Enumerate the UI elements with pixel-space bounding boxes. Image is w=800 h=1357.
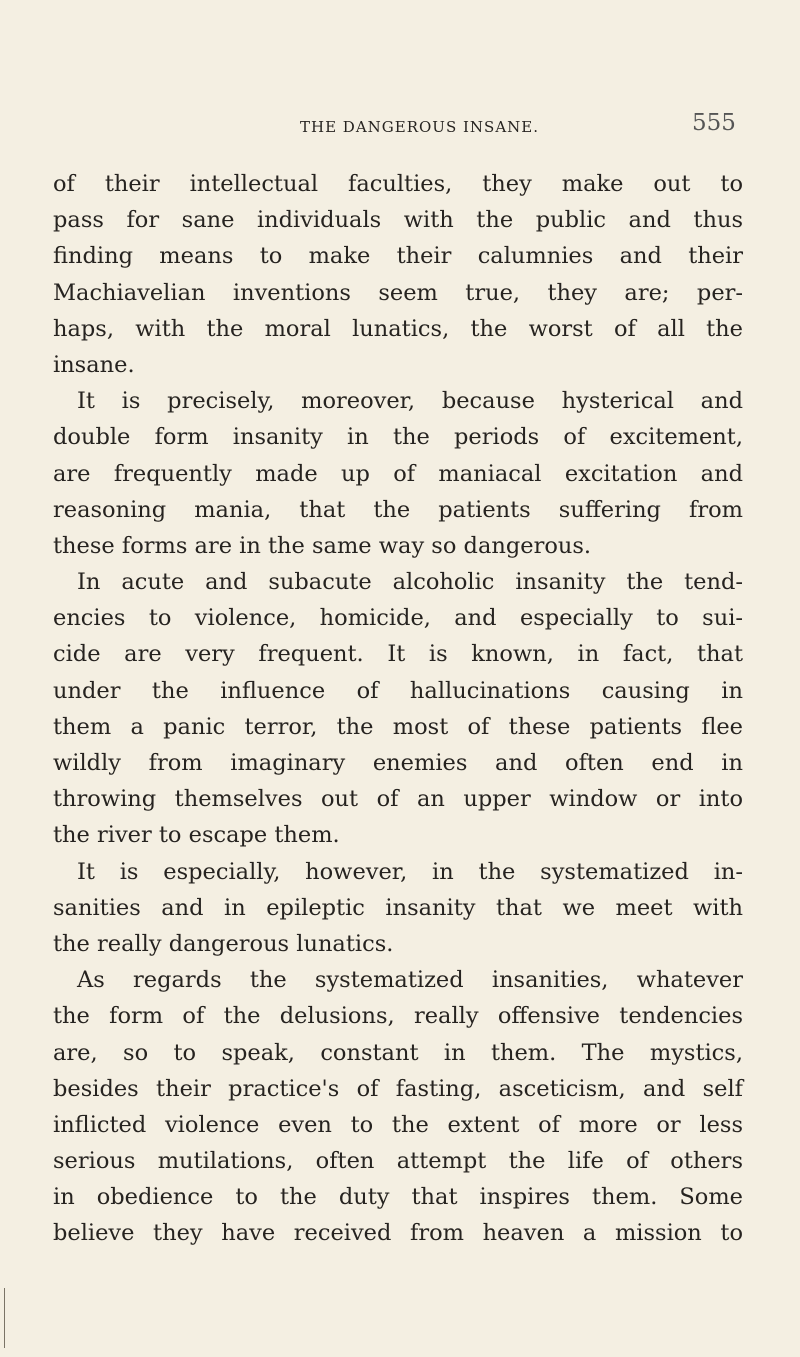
text-line: pass for sane individuals with the public and thus bbox=[53, 207, 743, 234]
running-title: THE DANGEROUS INSANE. bbox=[300, 118, 539, 136]
text-line: the river to escape them. bbox=[53, 822, 340, 849]
text-line: Machiavelian inventions seem true, they are; per- bbox=[53, 279, 743, 306]
text-line: reasoning mania, that the patients suffering from bbox=[53, 496, 743, 523]
body-text bbox=[53, 166, 743, 1252]
text-line: double form insanity in the periods of excitement, bbox=[53, 424, 743, 451]
text-line: the form of the delusions, really offensive tendencies bbox=[53, 1003, 743, 1030]
text-line: under the influence of hallucinations causing in bbox=[53, 677, 743, 704]
text-line: cide are very frequent. It is known, in fact, that bbox=[53, 641, 743, 668]
text-line: insane. bbox=[53, 351, 135, 378]
text-line: these forms are in the same way so dangerous. bbox=[53, 532, 592, 559]
text-line: It is precisely, moreover, because hysterical and bbox=[77, 388, 743, 415]
text-line: are frequently made up of maniacal excitation and bbox=[53, 460, 743, 487]
text-line: believe they have received from heaven a mission to bbox=[53, 1220, 743, 1247]
text-line: are, so to speak, constant in them. The mystics, bbox=[53, 1039, 743, 1066]
text-line: inflicted violence even to the extent of more or less bbox=[53, 1111, 743, 1138]
text-line: sanities and in epileptic insanity that we meet with bbox=[53, 894, 743, 921]
text-line: the really dangerous lunatics. bbox=[53, 930, 394, 957]
text-line: them a panic terror, the most of these patients flee bbox=[53, 713, 743, 740]
text-line: In acute and subacute alcoholic insanity the tend- bbox=[77, 569, 743, 596]
text-line: of their intellectual faculties, they make out to bbox=[53, 171, 743, 197]
text-line: encies to violence, homicide, and especially to sui- bbox=[53, 605, 743, 632]
text-line: haps, with the moral lunatics, the worst of all the bbox=[53, 315, 743, 342]
text-line: finding means to make their calumnies and their bbox=[53, 243, 743, 270]
text-line: in obedience to the duty that inspires them. Some bbox=[53, 1184, 743, 1211]
margin-mark bbox=[4, 1288, 5, 1348]
text-line: It is especially, however, in the systematized in- bbox=[77, 858, 743, 885]
page-number: 555 bbox=[692, 110, 736, 136]
text-line: serious mutilations, often attempt the life of others bbox=[53, 1148, 743, 1175]
text-line: throwing themselves out of an upper window or into bbox=[53, 786, 743, 813]
text-line: As regards the systematized insanities, whatever bbox=[77, 967, 743, 994]
text-line: wildly from imaginary enemies and often end in bbox=[53, 750, 743, 776]
text-line: besides their practice's of fasting, asceticism, and self bbox=[53, 1075, 743, 1102]
